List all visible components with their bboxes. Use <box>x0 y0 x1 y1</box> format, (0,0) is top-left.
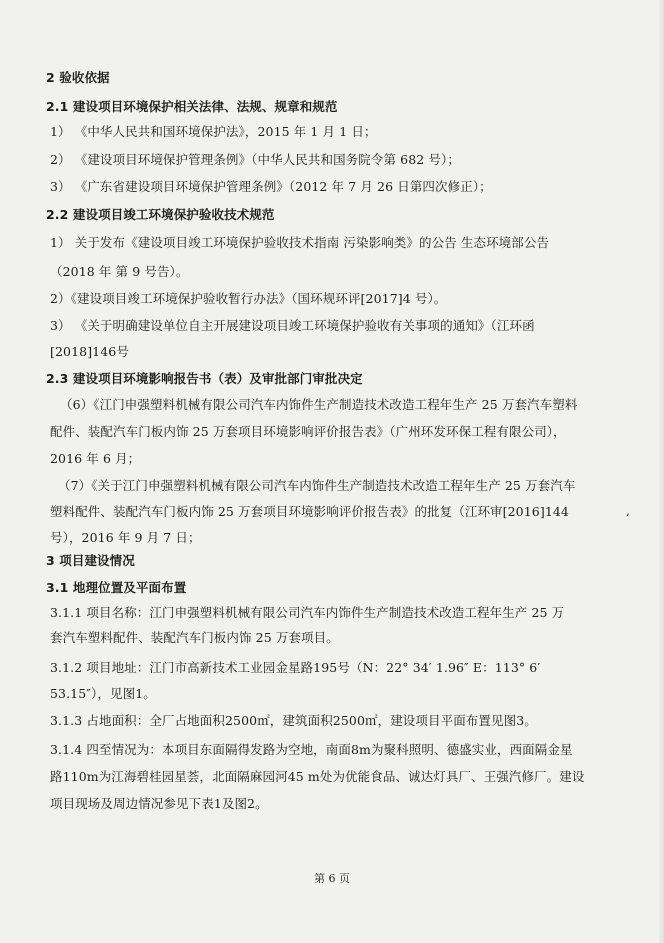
list-item: 1） 《中华人民共和国环境保护法》，2015 年 1 月 1 日； <box>50 124 377 139</box>
paragraph-line: 3.1.3 占地面积：全厂占地面积2500㎡，建筑面积2500㎡，建设项目平面布置见图3。 <box>50 713 537 728</box>
subsection-heading-2-2: 2.2 建设项目竣工环境保护验收技术规范 <box>46 207 275 222</box>
list-item: 1） 关于发布《建设项目竣工环境保护验收技术指南 污染影响类》的公告 生态环境部公告 <box>50 235 550 250</box>
list-item-continuation: 号），2016 年 9 月 7 日； <box>50 530 201 545</box>
subsection-heading-2-3: 2.3 建设项目环境影响报告书（表）及审批部门审批决定 <box>46 371 363 386</box>
list-item-continuation: 塑料配件、装配汽车门板内饰 25 万套项目环境影响评价报告表》的批复（江环审[2016]144 <box>50 504 569 519</box>
subsection-heading-2-1: 2.1 建设项目环境保护相关法律、法规、规章和规范 <box>46 99 338 114</box>
list-item: 3） 《关于明确建设单位自主开展建设项目竣工环境保护验收有关事项的通知》（江环函 <box>50 318 535 333</box>
list-item: 2） 《建设项目环境保护管理条例》（中华人民共和国务院令第 682 号）； <box>50 152 460 167</box>
section-heading-2: 2 验收依据 <box>46 70 110 85</box>
list-item-continuation: 2016 年 6 月； <box>50 451 141 466</box>
list-item: （6）《江门申强塑料机械有限公司汽车内饰件生产制造技术改造工程年生产 25 万套汽车塑料 <box>60 397 578 412</box>
paragraph-line: 套汽车塑料配件、装配汽车门板内饰 25 万套项目。 <box>50 630 339 645</box>
list-item-continuation: （2018 年 第 9 号告）。 <box>50 264 189 279</box>
list-item: 3） 《广东省建设项目环境保护管理条例》（2012 年 7 月 26 日第四次修正）； <box>50 179 492 194</box>
page-number: 第 6 页 <box>314 872 350 885</box>
list-item: （7）《关于江门申强塑料机械有限公司汽车内饰件生产制造技术改造工程年生产 25 万套汽车 <box>58 478 576 493</box>
paragraph-line: 路110m为江海碧桂园星荟，北面隔麻园河45 m处为优能食品、诚达灯具厂、王强汽修厂。建设 <box>50 769 585 784</box>
paragraph-line: 3.1.2 项目地址：江门市高新技术工业园金星路195号（N：22° 34′ 1.96″ E：113° 6′ <box>50 660 541 675</box>
list-item-continuation: 配件、装配汽车门板内饰 25 万套项目环境影响评价报告表》（广州环发环保工程有限公司）， <box>50 424 566 439</box>
subsection-heading-3-1: 3.1 地理位置及平面布置 <box>46 580 187 595</box>
paragraph-line: 53.15″），见图1。 <box>50 686 156 701</box>
scan-mark: , <box>626 504 630 518</box>
list-item-continuation: [2018]146号 <box>50 344 129 359</box>
paragraph-line: 项目现场及周边情况参见下表1及图2。 <box>50 796 268 811</box>
list-item: 2）《建设项目竣工环境保护验收暂行办法》（国环规环评[2017]4 号）。 <box>50 291 447 306</box>
page-edge-shadow <box>658 0 664 943</box>
section-heading-3: 3 项目建设情况 <box>46 553 135 568</box>
paragraph-line: 3.1.1 项目名称：江门申强塑料机械有限公司汽车内饰件生产制造技术改造工程年生产 25 万 <box>50 605 565 620</box>
paragraph-line: 3.1.4 四至情况为：本项目东面隔得发路为空地，南面8m为聚科照明、德盛实业，西面隔金星 <box>50 742 573 757</box>
